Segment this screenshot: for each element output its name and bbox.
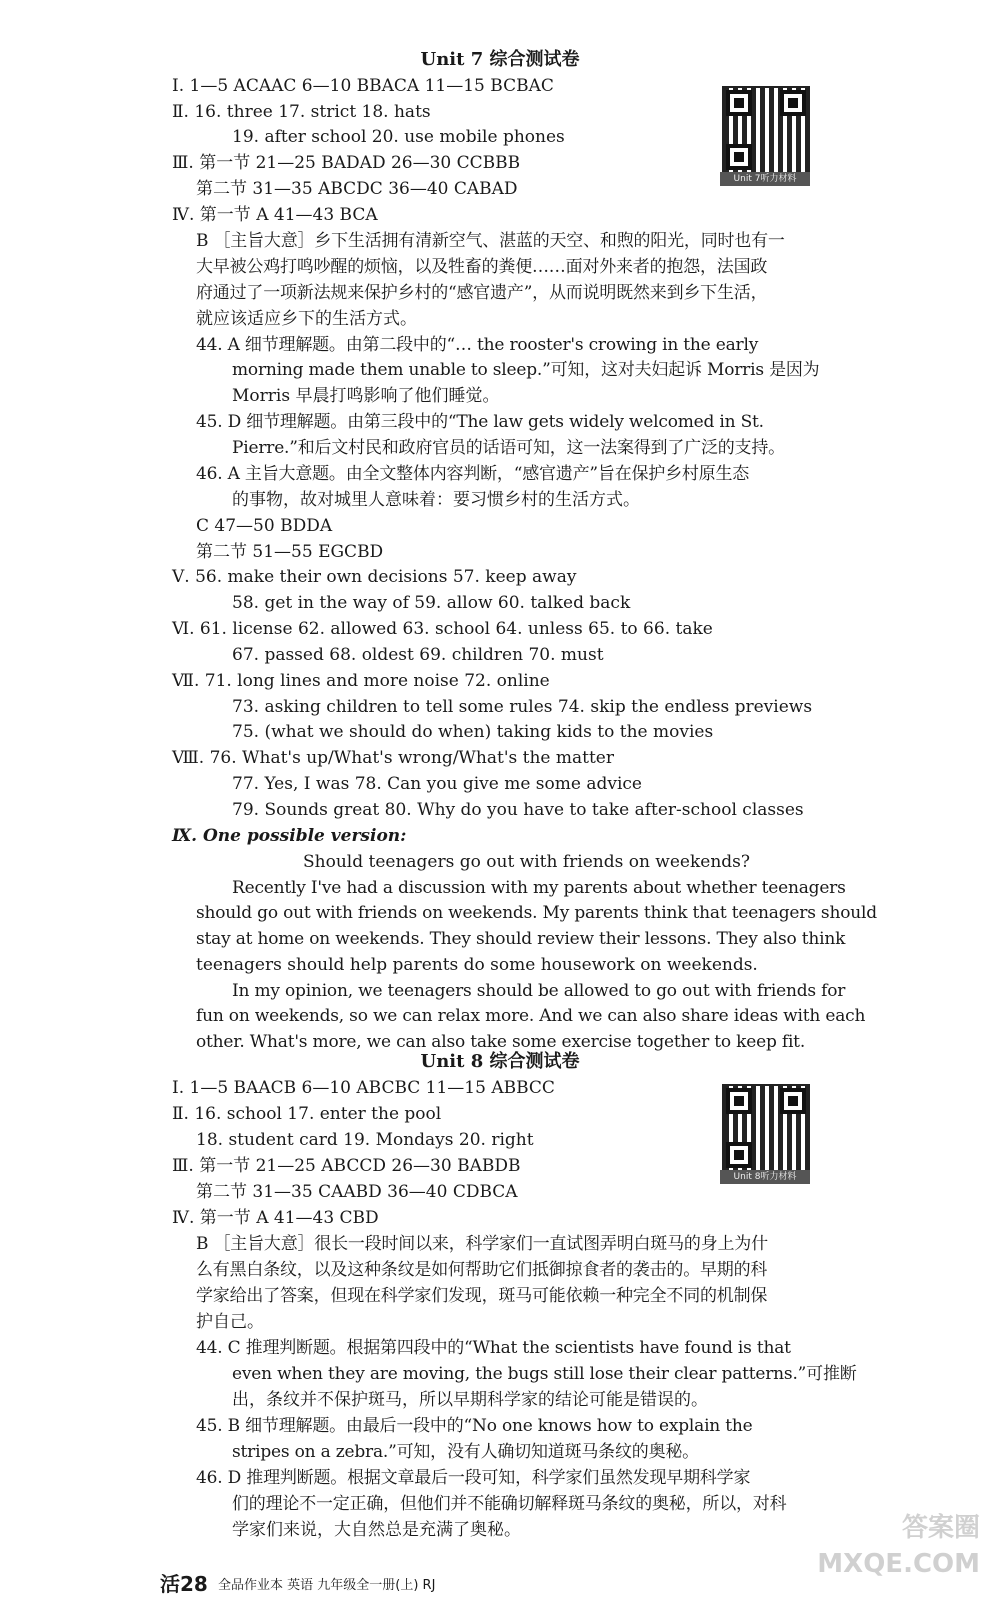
unit7-line: teenagers should help parents do some housework on weekends. bbox=[196, 955, 758, 975]
unit8-line: Ⅰ. 1—5 BAACB 6—10 ABCBC 11—15 ABBCC bbox=[172, 1078, 555, 1098]
unit8-title: Unit 8 综合测试卷 bbox=[420, 1051, 580, 1072]
unit7-line: 67. passed 68. oldest 69. children 70. must bbox=[232, 645, 604, 665]
watermark-logo: 答案圈 MXQE.COM bbox=[817, 1513, 980, 1579]
unit8-line: 护自己。 bbox=[196, 1312, 264, 1332]
unit7-line: 第二节 31—35 ABCDC 36—40 CABAD bbox=[196, 179, 518, 199]
unit7-qr-caption: Unit 7听力材料 bbox=[720, 172, 810, 186]
unit7-line: Ⅶ. 71. long lines and more noise 72. online bbox=[172, 671, 550, 691]
unit7-line: Ⅷ. 76. What's up/What's wrong/What's the matter bbox=[172, 748, 614, 768]
unit8-line: 44. C 推理判断题。根据第四段中的“What the scientists have found is that bbox=[196, 1338, 791, 1358]
unit7-line: 大早被公鸡打鸣吵醒的烦恼，以及牲畜的粪便……面对外来者的抱怨，法国政 bbox=[196, 257, 768, 277]
unit7-line: 75. (what we should do when) taking kids to the movies bbox=[232, 722, 714, 742]
unit7-line: 44. A 细节理解题。由第二段中的“… the rooster's crowing in the early bbox=[196, 335, 759, 355]
unit8-line: 们的理论不一定正确，但他们并不能确切解释斑马条纹的奥秘，所以，对科 bbox=[232, 1494, 787, 1514]
unit8-line: 18. student card 19. Mondays 20. right bbox=[196, 1130, 534, 1150]
unit7-line: 就应该适应乡下的生活方式。 bbox=[196, 309, 417, 329]
unit8-line: Ⅱ. 16. school 17. enter the pool bbox=[172, 1104, 442, 1124]
unit7-line: 58. get in the way of 59. allow 60. talked back bbox=[232, 593, 631, 613]
unit7-line: B ［主旨大意］乡下生活拥有清新空气、湛蓝的天空、和煦的阳光，同时也有一 bbox=[196, 231, 785, 251]
unit8-line: 学家们来说，大自然总是充满了奥秘。 bbox=[232, 1520, 521, 1540]
unit7-line: 79. Sounds great 80. Why do you have to take after-school classes bbox=[232, 800, 804, 820]
unit8-line: B ［主旨大意］很长一段时间以来，科学家们一直试图弄明白斑马的身上为什 bbox=[196, 1234, 768, 1254]
unit7-line: Recently I've had a discussion with my parents about whether teenagers bbox=[232, 878, 846, 898]
unit8-line: 出，条纹并不保护斑马，所以早期科学家的结论可能是错误的。 bbox=[232, 1390, 708, 1410]
unit7-line: Ⅲ. 第一节 21—25 BADAD 26—30 CCBBB bbox=[172, 153, 521, 173]
unit7-line: morning made them unable to sleep.”可知，这对夫妇起诉 Morris 是因为 bbox=[232, 360, 820, 380]
unit7-line: In my opinion, we teenagers should be allowed to go out with friends for bbox=[232, 981, 846, 1001]
unit7-line: Ⅵ. 61. license 62. allowed 63. school 64. unless 65. to 66. take bbox=[172, 619, 713, 639]
unit7-line: Ⅴ. 56. make their own decisions 57. keep away bbox=[172, 567, 577, 587]
unit8-line: stripes on a zebra.”可知，没有人确切知道斑马条纹的奥秘。 bbox=[232, 1442, 699, 1462]
unit8-line: 第二节 31—35 CAABD 36—40 CDBCA bbox=[196, 1182, 518, 1202]
unit7-line: 45. D 细节理解题。由第三段中的“The law gets widely welcomed in St. bbox=[196, 412, 764, 432]
unit7-line: Ⅱ. 16. three 17. strict 18. hats bbox=[172, 102, 431, 122]
unit8-line: 46. D 推理判断题。根据文章最后一段可知，科学家们虽然发现早期科学家 bbox=[196, 1468, 751, 1488]
page-number: 活28 bbox=[160, 1572, 208, 1596]
unit7-line: 46. A 主旨大意题。由全文整体内容判断，“感官遗产”旨在保护乡村原生态 bbox=[196, 464, 750, 484]
unit8-line: 学家给出了答案，但现在科学家们发现，斑马可能依赖一种完全不同的机制保 bbox=[196, 1286, 768, 1306]
unit7-line: Ⅰ. 1—5 ACAAC 6—10 BBACA 11—15 BCBAC bbox=[172, 76, 554, 96]
unit7-line: 的事物，故对城里人意味着：要习惯乡村的生活方式。 bbox=[232, 490, 640, 510]
unit8-line: Ⅳ. 第一节 A 41—43 CBD bbox=[172, 1208, 379, 1228]
unit8-qr-caption: Unit 8听力材料 bbox=[720, 1170, 810, 1184]
footer-text: 全品作业本 英语 九年级全一册(上) RJ bbox=[218, 1578, 436, 1593]
unit7-line: 第二节 51—55 EGCBD bbox=[196, 542, 384, 562]
unit7-line: Pierre.”和后文村民和政府官员的话语可知，这一法案得到了广泛的支持。 bbox=[232, 438, 785, 458]
unit7-title: Unit 7 综合测试卷 bbox=[420, 49, 580, 70]
unit7-line: Ⅸ. One possible version: bbox=[172, 826, 407, 846]
unit7-essay-title: Should teenagers go out with friends on weekends? bbox=[303, 852, 751, 872]
unit8-line: even when they are moving, the bugs still lose their clear patterns.”可推断 bbox=[232, 1364, 857, 1384]
unit7-line: 19. after school 20. use mobile phones bbox=[232, 127, 565, 147]
unit7-line: 府通过了一项新法规来保护乡村的“感官遗产”，从而说明既然来到乡下生活， bbox=[196, 283, 768, 303]
unit7-line: 77. Yes, I was 78. Can you give me some advice bbox=[232, 774, 642, 794]
unit7-line: fun on weekends, so we can relax more. And we can also share ideas with each bbox=[196, 1006, 866, 1026]
unit7-line: should go out with friends on weekends. My parents think that teenagers should bbox=[196, 903, 877, 923]
unit8-line: Ⅲ. 第一节 21—25 ABCCD 26—30 BABDB bbox=[172, 1156, 521, 1176]
unit7-qr-code bbox=[722, 86, 810, 174]
unit8-line: 45. B 细节理解题。由最后一段中的“No one knows how to explain the bbox=[196, 1416, 753, 1436]
unit7-line: Ⅳ. 第一节 A 41—43 BCA bbox=[172, 205, 378, 225]
unit7-line: 73. asking children to tell some rules 74. skip the endless previews bbox=[232, 697, 813, 717]
unit8-line: 么有黑白条纹，以及这种条纹是如何帮助它们抵御掠食者的袭击的。早期的科 bbox=[196, 1260, 768, 1280]
unit7-line: C 47—50 BDDA bbox=[196, 516, 333, 536]
unit7-line: other. What's more, we can also take some exercise together to keep fit. bbox=[196, 1032, 806, 1052]
unit8-qr-code bbox=[722, 1084, 810, 1172]
unit7-line: Morris 早晨打鸣影响了他们睡觉。 bbox=[232, 386, 500, 406]
unit7-line: stay at home on weekends. They should review their lessons. They also think bbox=[196, 929, 846, 949]
